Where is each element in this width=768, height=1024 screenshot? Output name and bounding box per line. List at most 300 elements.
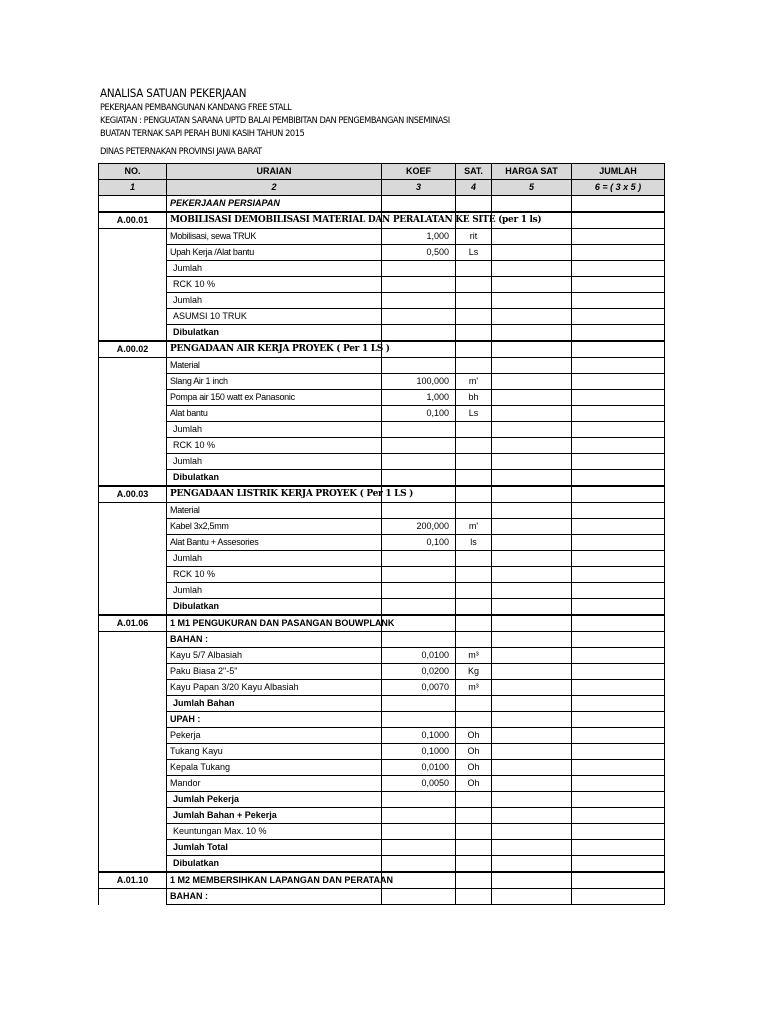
cell-jumlah bbox=[572, 648, 665, 664]
cell-sat bbox=[456, 824, 492, 840]
cell-sat bbox=[456, 551, 492, 567]
cell-uraian: Alat Bantu + Assesories bbox=[167, 535, 382, 551]
cell-harga bbox=[492, 229, 572, 245]
cell-uraian: PENGADAAN LISTRIK KERJA PROYEK ( Per 1 LS ) bbox=[167, 486, 382, 503]
cell-uraian: Alat bantu bbox=[167, 406, 382, 422]
cell-harga bbox=[492, 872, 572, 889]
document-title: ANALISA SATUAN PEKERJAAN bbox=[100, 86, 247, 100]
cell-koef bbox=[382, 309, 456, 325]
cell-no bbox=[99, 664, 167, 680]
cell-jumlah bbox=[572, 325, 665, 342]
cell-no bbox=[99, 374, 167, 390]
cell-sat: Oh bbox=[456, 744, 492, 760]
cell-jumlah bbox=[572, 615, 665, 632]
cell-uraian: Dibulatkan bbox=[167, 599, 382, 616]
cell-koef bbox=[382, 358, 456, 374]
cell-sat bbox=[456, 856, 492, 873]
cell-no: A.01.06 bbox=[99, 615, 167, 632]
cell-uraian: UPAH : bbox=[167, 712, 382, 728]
cell-jumlah bbox=[572, 664, 665, 680]
table-row bbox=[99, 648, 665, 664]
cell-koef: 0,100 bbox=[382, 535, 456, 551]
cell-harga bbox=[492, 503, 572, 519]
cell-harga bbox=[492, 599, 572, 616]
table-row bbox=[99, 374, 665, 390]
cell-koef bbox=[382, 438, 456, 454]
cell-harga bbox=[492, 390, 572, 406]
column-number-row bbox=[99, 180, 665, 196]
table-row bbox=[99, 632, 665, 648]
cell-koef bbox=[382, 196, 456, 213]
cell-uraian: Jumlah bbox=[167, 454, 382, 470]
cell-harga bbox=[492, 519, 572, 535]
cell-jumlah bbox=[572, 406, 665, 422]
cell-jumlah bbox=[572, 438, 665, 454]
cell-no: A.00.02 bbox=[99, 341, 167, 358]
cell-no bbox=[99, 422, 167, 438]
cell-jumlah bbox=[572, 422, 665, 438]
cell-uraian: Jumlah Total bbox=[167, 840, 382, 856]
cell-uraian: Jumlah Pekerja bbox=[167, 792, 382, 808]
table-row bbox=[99, 680, 665, 696]
cell-koef: 0,1000 bbox=[382, 728, 456, 744]
cell-no bbox=[99, 728, 167, 744]
cell-uraian: 1 M2 MEMBERSIHKAN LAPANGAN DAN PERATAAN bbox=[167, 872, 382, 889]
cell-sat: rit bbox=[456, 229, 492, 245]
cell-no bbox=[99, 470, 167, 487]
cell-jumlah bbox=[572, 712, 665, 728]
cell-koef bbox=[382, 277, 456, 293]
cell-jumlah bbox=[572, 454, 665, 470]
col-number: 2 bbox=[167, 180, 382, 196]
cell-no bbox=[99, 551, 167, 567]
table-row bbox=[99, 615, 665, 632]
col-header-koef: KOEF bbox=[382, 164, 456, 180]
cell-koef bbox=[382, 808, 456, 824]
cell-harga bbox=[492, 486, 572, 503]
cell-koef bbox=[382, 583, 456, 599]
cell-harga bbox=[492, 325, 572, 342]
cell-sat: Ls bbox=[456, 245, 492, 261]
cell-uraian: ASUMSI 10 TRUK bbox=[167, 309, 382, 325]
cell-harga bbox=[492, 680, 572, 696]
cell-sat bbox=[456, 261, 492, 277]
cell-no bbox=[99, 245, 167, 261]
table-row bbox=[99, 744, 665, 760]
cell-koef: 0,0050 bbox=[382, 776, 456, 792]
cell-no: A.00.01 bbox=[99, 212, 167, 229]
cell-jumlah bbox=[572, 776, 665, 792]
cell-no bbox=[99, 744, 167, 760]
table-row bbox=[99, 664, 665, 680]
cell-sat bbox=[456, 889, 492, 905]
cell-uraian: Material bbox=[167, 503, 382, 519]
cell-jumlah bbox=[572, 293, 665, 309]
cell-koef bbox=[382, 567, 456, 583]
table-row bbox=[99, 872, 665, 889]
cell-harga bbox=[492, 406, 572, 422]
cell-uraian: Jumlah bbox=[167, 293, 382, 309]
cell-sat bbox=[456, 632, 492, 648]
cell-koef bbox=[382, 470, 456, 487]
table-row bbox=[99, 599, 665, 616]
cell-jumlah bbox=[572, 840, 665, 856]
cell-sat: m' bbox=[456, 519, 492, 535]
cell-harga bbox=[492, 792, 572, 808]
cell-koef bbox=[382, 840, 456, 856]
cell-harga bbox=[492, 744, 572, 760]
cell-sat bbox=[456, 325, 492, 342]
col-number: 5 bbox=[492, 180, 572, 196]
table-row bbox=[99, 454, 665, 470]
cell-no bbox=[99, 196, 167, 213]
cell-harga bbox=[492, 696, 572, 712]
cell-harga bbox=[492, 245, 572, 261]
cell-no bbox=[99, 696, 167, 712]
cell-sat bbox=[456, 840, 492, 856]
cell-no bbox=[99, 599, 167, 616]
cell-harga bbox=[492, 470, 572, 487]
cell-no bbox=[99, 792, 167, 808]
cell-sat bbox=[456, 438, 492, 454]
table-row bbox=[99, 196, 665, 213]
cell-no: A.01.10 bbox=[99, 872, 167, 889]
cell-harga bbox=[492, 889, 572, 905]
activity-line-cont: BUATAN TERNAK SAPI PERAH BUNI KASIH TAHUN 2015 bbox=[100, 128, 305, 139]
cell-jumlah bbox=[572, 567, 665, 583]
table-row bbox=[99, 696, 665, 712]
cell-uraian: Dibulatkan bbox=[167, 856, 382, 873]
cell-uraian: MOBILISASI DEMOBILISASI MATERIAL DAN PERALATAN KE SITE (per 1 ls) bbox=[167, 212, 382, 229]
table-row bbox=[99, 792, 665, 808]
cell-harga bbox=[492, 615, 572, 632]
col-number: 3 bbox=[382, 180, 456, 196]
cell-koef: 0,0200 bbox=[382, 664, 456, 680]
table-row bbox=[99, 277, 665, 293]
cell-harga bbox=[492, 776, 572, 792]
table-row bbox=[99, 840, 665, 856]
cell-koef bbox=[382, 422, 456, 438]
cell-harga bbox=[492, 422, 572, 438]
cell-jumlah bbox=[572, 728, 665, 744]
cell-harga bbox=[492, 551, 572, 567]
cell-uraian: Mandor bbox=[167, 776, 382, 792]
cell-harga bbox=[492, 261, 572, 277]
cell-sat bbox=[456, 712, 492, 728]
cell-sat: m' bbox=[456, 374, 492, 390]
cell-sat: bh bbox=[456, 390, 492, 406]
cell-harga bbox=[492, 293, 572, 309]
cell-no bbox=[99, 438, 167, 454]
col-number: 6 = ( 3 x 5 ) bbox=[572, 180, 665, 196]
cell-harga bbox=[492, 309, 572, 325]
cell-koef bbox=[382, 712, 456, 728]
table-row bbox=[99, 293, 665, 309]
cell-jumlah bbox=[572, 390, 665, 406]
cell-harga bbox=[492, 341, 572, 358]
cell-harga bbox=[492, 438, 572, 454]
cell-uraian: Slang Air 1 inch bbox=[167, 374, 382, 390]
cell-uraian: RCK 10 % bbox=[167, 438, 382, 454]
cell-no bbox=[99, 824, 167, 840]
table-row bbox=[99, 583, 665, 599]
cell-no bbox=[99, 889, 167, 905]
cell-no: A.00.03 bbox=[99, 486, 167, 503]
cell-no bbox=[99, 680, 167, 696]
cell-jumlah bbox=[572, 212, 665, 229]
cell-uraian: Jumlah Bahan + Pekerja bbox=[167, 808, 382, 824]
cell-harga bbox=[492, 824, 572, 840]
cell-uraian: Jumlah bbox=[167, 422, 382, 438]
cell-koef: 100,000 bbox=[382, 374, 456, 390]
cell-harga bbox=[492, 712, 572, 728]
cell-no bbox=[99, 519, 167, 535]
cell-sat: m³ bbox=[456, 680, 492, 696]
cell-jumlah bbox=[572, 551, 665, 567]
cell-no bbox=[99, 261, 167, 277]
cell-sat bbox=[456, 422, 492, 438]
cell-uraian: RCK 10 % bbox=[167, 567, 382, 583]
cell-uraian: Kepala Tukang bbox=[167, 760, 382, 776]
table-row bbox=[99, 358, 665, 374]
cell-sat: m³ bbox=[456, 648, 492, 664]
cell-no bbox=[99, 632, 167, 648]
cell-jumlah bbox=[572, 824, 665, 840]
cell-koef: 1,000 bbox=[382, 229, 456, 245]
cell-sat bbox=[456, 615, 492, 632]
cell-sat bbox=[456, 309, 492, 325]
cell-koef bbox=[382, 551, 456, 567]
cell-harga bbox=[492, 535, 572, 551]
cell-koef: 0,500 bbox=[382, 245, 456, 261]
cell-koef bbox=[382, 599, 456, 616]
cell-uraian: Pekerja bbox=[167, 728, 382, 744]
cell-jumlah bbox=[572, 680, 665, 696]
cell-uraian: Jumlah bbox=[167, 261, 382, 277]
table-row bbox=[99, 760, 665, 776]
cell-jumlah bbox=[572, 486, 665, 503]
cell-jumlah bbox=[572, 309, 665, 325]
col-header-sat: SAT. bbox=[456, 164, 492, 180]
cell-uraian: Pompa air 150 watt ex Panasonic bbox=[167, 390, 382, 406]
cell-koef bbox=[382, 696, 456, 712]
cell-koef bbox=[382, 503, 456, 519]
table-row bbox=[99, 470, 665, 487]
cell-jumlah bbox=[572, 374, 665, 390]
cell-sat bbox=[456, 567, 492, 583]
cell-koef bbox=[382, 889, 456, 905]
table-row bbox=[99, 212, 665, 229]
table-row bbox=[99, 438, 665, 454]
cell-harga bbox=[492, 567, 572, 583]
cell-sat: Ls bbox=[456, 406, 492, 422]
cell-no bbox=[99, 583, 167, 599]
cell-uraian: Material bbox=[167, 358, 382, 374]
cell-uraian: Dibulatkan bbox=[167, 470, 382, 487]
cell-koef bbox=[382, 856, 456, 873]
table-row bbox=[99, 229, 665, 245]
table-row bbox=[99, 325, 665, 342]
cell-harga bbox=[492, 840, 572, 856]
cell-uraian: Mobilisasi, sewa TRUK bbox=[167, 229, 382, 245]
table-row bbox=[99, 808, 665, 824]
cell-koef bbox=[382, 454, 456, 470]
cell-jumlah bbox=[572, 519, 665, 535]
table-row bbox=[99, 712, 665, 728]
cell-koef bbox=[382, 293, 456, 309]
table-row bbox=[99, 519, 665, 535]
cell-koef bbox=[382, 341, 456, 358]
cell-no bbox=[99, 808, 167, 824]
table-row bbox=[99, 567, 665, 583]
cell-uraian: Paku Biasa 2"-5" bbox=[167, 664, 382, 680]
cell-uraian: BAHAN : bbox=[167, 632, 382, 648]
cell-jumlah bbox=[572, 535, 665, 551]
col-header-uraian: URAIAN bbox=[167, 164, 382, 180]
cell-harga bbox=[492, 856, 572, 873]
cell-no bbox=[99, 358, 167, 374]
cell-sat: Oh bbox=[456, 760, 492, 776]
cell-jumlah bbox=[572, 872, 665, 889]
table-row bbox=[99, 728, 665, 744]
cell-no bbox=[99, 325, 167, 342]
table-row bbox=[99, 341, 665, 358]
table-row bbox=[99, 245, 665, 261]
cell-koef bbox=[382, 632, 456, 648]
cell-koef bbox=[382, 261, 456, 277]
activity-line: KEGIATAN : PENGUATAN SARANA UPTD BALAI PEMBIBITAN DAN PENGEMBANGAN INSEMINASI bbox=[100, 115, 450, 126]
cell-jumlah bbox=[572, 599, 665, 616]
cell-uraian: Kayu Papan 3/20 Kayu Albasiah bbox=[167, 680, 382, 696]
cell-harga bbox=[492, 454, 572, 470]
cell-jumlah bbox=[572, 808, 665, 824]
cell-jumlah bbox=[572, 744, 665, 760]
col-header-harga: HARGA SAT bbox=[492, 164, 572, 180]
cell-no bbox=[99, 712, 167, 728]
cell-jumlah bbox=[572, 792, 665, 808]
cell-sat bbox=[456, 277, 492, 293]
analysis-table bbox=[98, 163, 665, 905]
cell-jumlah bbox=[572, 583, 665, 599]
cell-jumlah bbox=[572, 889, 665, 905]
cell-uraian: 1 M1 PENGUKURAN DAN PASANGAN BOUWPLANK bbox=[167, 615, 382, 632]
cell-koef: 0,100 bbox=[382, 406, 456, 422]
cell-koef: 0,0100 bbox=[382, 648, 456, 664]
cell-no bbox=[99, 454, 167, 470]
cell-sat bbox=[456, 486, 492, 503]
cell-jumlah bbox=[572, 856, 665, 873]
table-row bbox=[99, 422, 665, 438]
cell-jumlah bbox=[572, 358, 665, 374]
cell-harga bbox=[492, 664, 572, 680]
table-row bbox=[99, 503, 665, 519]
cell-no bbox=[99, 229, 167, 245]
cell-no bbox=[99, 390, 167, 406]
cell-koef: 1,000 bbox=[382, 390, 456, 406]
cell-uraian: BAHAN : bbox=[167, 889, 382, 905]
cell-jumlah bbox=[572, 341, 665, 358]
cell-jumlah bbox=[572, 696, 665, 712]
cell-sat bbox=[456, 599, 492, 616]
cell-sat bbox=[456, 358, 492, 374]
cell-harga bbox=[492, 632, 572, 648]
cell-uraian: Kabel 3x2,5mm bbox=[167, 519, 382, 535]
table-row bbox=[99, 309, 665, 325]
cell-no bbox=[99, 760, 167, 776]
cell-harga bbox=[492, 808, 572, 824]
cell-jumlah bbox=[572, 261, 665, 277]
cell-uraian: PENGADAAN AIR KERJA PROYEK ( Per 1 LS ) bbox=[167, 341, 382, 358]
cell-uraian: Kayu 5/7 Albasiah bbox=[167, 648, 382, 664]
cell-sat bbox=[456, 454, 492, 470]
column-header-row bbox=[99, 164, 665, 180]
cell-harga bbox=[492, 728, 572, 744]
cell-jumlah bbox=[572, 760, 665, 776]
col-number: 1 bbox=[99, 180, 167, 196]
cell-sat bbox=[456, 341, 492, 358]
cell-sat bbox=[456, 792, 492, 808]
cell-no bbox=[99, 648, 167, 664]
table-row bbox=[99, 889, 665, 905]
cell-jumlah bbox=[572, 277, 665, 293]
cell-koef: 0,1000 bbox=[382, 744, 456, 760]
cell-jumlah bbox=[572, 245, 665, 261]
cell-harga bbox=[492, 583, 572, 599]
cell-jumlah bbox=[572, 229, 665, 245]
cell-sat: ls bbox=[456, 535, 492, 551]
cell-no bbox=[99, 567, 167, 583]
cell-jumlah bbox=[572, 470, 665, 487]
cell-uraian: Upah Kerja /Alat bantu bbox=[167, 245, 382, 261]
cell-uraian: Jumlah bbox=[167, 583, 382, 599]
agency-line: DINAS PETERNAKAN PROVINSI JAWA BARAT bbox=[100, 146, 262, 157]
cell-no bbox=[99, 309, 167, 325]
cell-harga bbox=[492, 760, 572, 776]
table-row bbox=[99, 551, 665, 567]
table-row bbox=[99, 776, 665, 792]
cell-sat bbox=[456, 808, 492, 824]
cell-harga bbox=[492, 277, 572, 293]
col-header-no: NO. bbox=[99, 164, 167, 180]
table-row bbox=[99, 856, 665, 873]
cell-koef bbox=[382, 792, 456, 808]
cell-harga bbox=[492, 196, 572, 213]
cell-sat: Oh bbox=[456, 728, 492, 744]
cell-koef: 0,0100 bbox=[382, 760, 456, 776]
cell-uraian: Jumlah Bahan bbox=[167, 696, 382, 712]
cell-koef: 200,000 bbox=[382, 519, 456, 535]
cell-koef: 0,0070 bbox=[382, 680, 456, 696]
cell-koef bbox=[382, 824, 456, 840]
cell-uraian: Dibulatkan bbox=[167, 325, 382, 342]
cell-jumlah bbox=[572, 196, 665, 213]
cell-harga bbox=[492, 358, 572, 374]
cell-sat bbox=[456, 872, 492, 889]
table-row bbox=[99, 486, 665, 503]
cell-sat bbox=[456, 470, 492, 487]
cell-harga bbox=[492, 648, 572, 664]
cell-no bbox=[99, 503, 167, 519]
cell-sat bbox=[456, 293, 492, 309]
cell-no bbox=[99, 840, 167, 856]
table-row bbox=[99, 406, 665, 422]
cell-sat bbox=[456, 696, 492, 712]
table-row bbox=[99, 535, 665, 551]
cell-uraian: Jumlah bbox=[167, 551, 382, 567]
table-row bbox=[99, 824, 665, 840]
cell-harga bbox=[492, 374, 572, 390]
cell-no bbox=[99, 406, 167, 422]
